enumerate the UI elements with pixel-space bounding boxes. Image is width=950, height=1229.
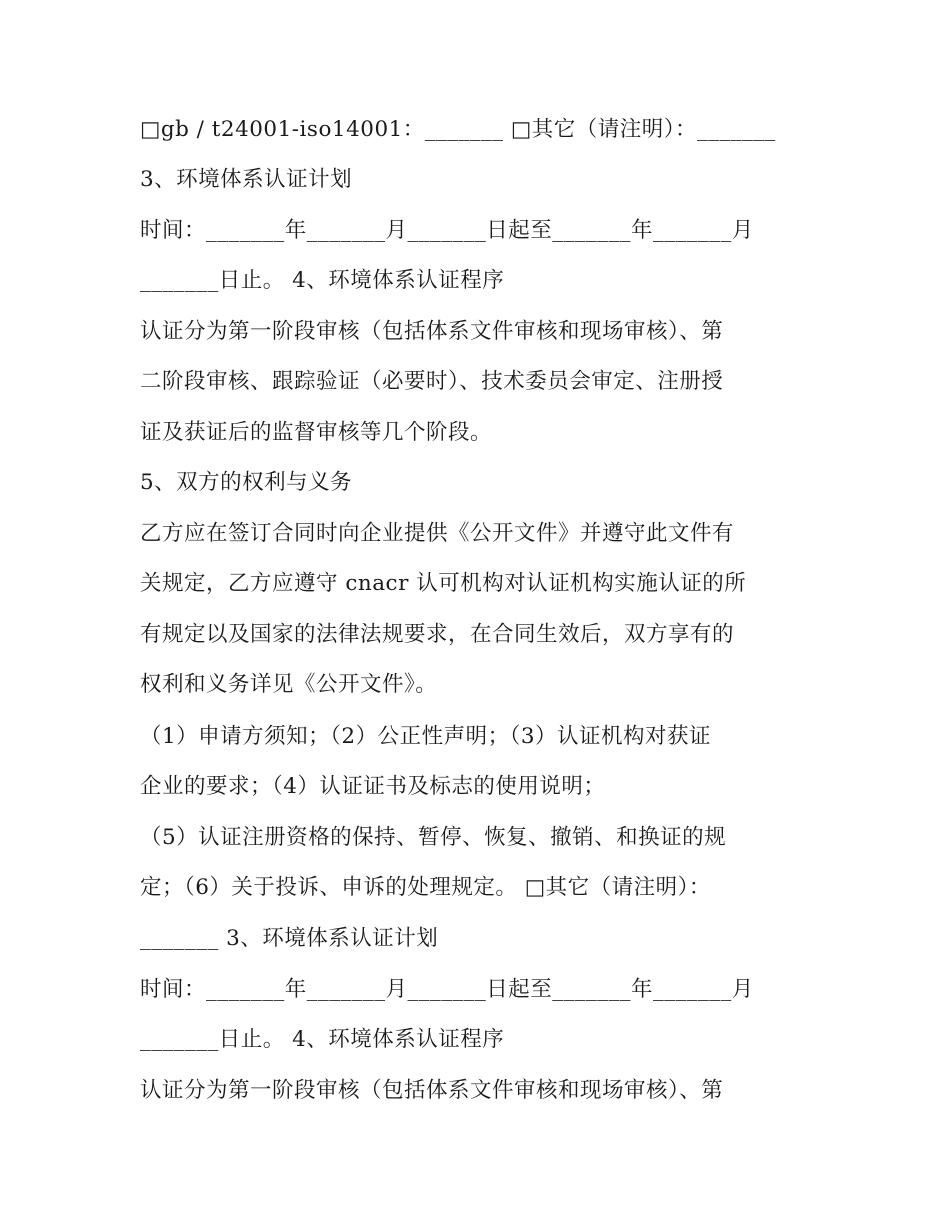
paragraph-line: 认证分为第一阶段审核（包括体系文件审核和现场审核）、第 <box>140 1078 724 1103</box>
list-line: （1）申请方须知；（2）公正性声明；（3）认证机构对获证 <box>140 724 712 749</box>
paragraph-line: 关规定，乙方应遵守 cnacr 认可机构对认证机构实施认证的所 <box>140 571 747 596</box>
text-line: _______日止。 4、环境体系认证程序 <box>140 1027 505 1052</box>
section-heading: 5、双方的权利与义务 <box>140 470 353 495</box>
text-line: _______日止。 4、环境体系认证程序 <box>140 268 505 293</box>
paragraph-line: 乙方应在签订合同时向企业提供《公开文件》并遵守此文件有 <box>140 521 735 546</box>
section-heading: 3、环境体系认证计划 <box>140 167 353 192</box>
paragraph-line: 证及获证后的监督审核等几个阶段。 <box>140 420 493 445</box>
paragraph-line: 权利和义务详见《公开文件》。 <box>140 672 438 697</box>
paragraph-line: 二阶段审核、跟踪验证（必要时）、技术委员会审定、注册授 <box>140 369 724 394</box>
text-line: 时间：_______年_______月_______日起至_______年_______月 <box>140 977 754 1002</box>
list-line: 企业的要求；（4）认证证书及标志的使用说明； <box>140 774 606 799</box>
text-line: □gb / t24001-iso14001：_______ □其它（请注明）：_______ <box>140 117 776 142</box>
paragraph-line: 认证分为第一阶段审核（包括体系文件审核和现场审核）、第 <box>140 319 724 344</box>
text-line: 时间：_______年_______月_______日起至_______年_______月 <box>140 218 754 243</box>
list-line: 定；（6）关于投诉、申诉的处理规定。 □其它（请注明）： <box>140 875 711 900</box>
section-heading: _______ 3、环境体系认证计划 <box>140 926 439 951</box>
paragraph-line: 有规定以及国家的法律法规要求，在合同生效后，双方享有的 <box>140 622 735 647</box>
list-line: （5）认证注册资格的保持、暂停、恢复、撤销、和换证的规 <box>140 825 727 850</box>
